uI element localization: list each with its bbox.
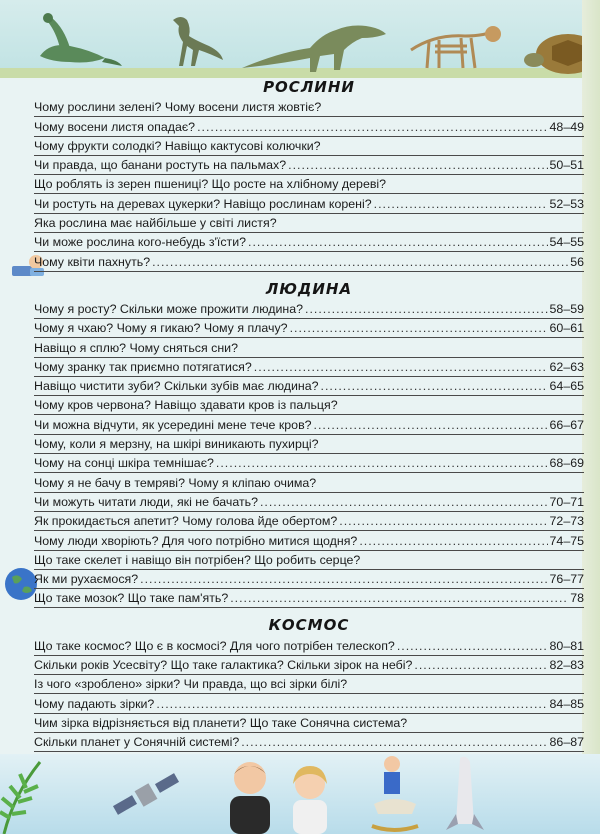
question-text: Що таке мозок? Що таке пам'ять? [34, 591, 229, 606]
planet-earth-icon [4, 567, 38, 601]
page-number: 60–61 [549, 321, 584, 336]
question-text: Чому рослини зелені? Чому восени листя жовтіє? [34, 100, 322, 115]
question-text: Навіщо чистити зуби? Скільки зубів має людина? [34, 379, 319, 394]
question-text: Чому фрукти солодкі? Навіщо кактусові колючки? [34, 138, 321, 153]
page-number: 70–71 [549, 494, 584, 509]
page-number: 50–51 [549, 158, 584, 173]
question-text: Чи ростуть на деревах цукерки? Навіщо рослинам корені? [34, 196, 372, 211]
question-text: Чому квіти пахнуть? [34, 254, 151, 269]
toc-row[interactable] [34, 377, 584, 396]
plesiosaur-icon [30, 6, 125, 70]
page-number: 84–85 [549, 696, 584, 711]
page-number: 74–75 [549, 533, 584, 548]
right-border-strip [582, 0, 600, 834]
bottom-decor-banner [0, 754, 600, 834]
question-text: Чому на сонці шкіра темнішає? [34, 456, 214, 471]
page-number: 82–83 [549, 658, 584, 673]
question-text: Чи можуть читати люди, які не бачать? [34, 494, 258, 509]
toc-row[interactable] [34, 531, 584, 550]
table-of-contents [34, 76, 584, 791]
toc-row[interactable] [34, 675, 584, 694]
t-rex-icon [240, 14, 390, 74]
page-number: 80–81 [549, 638, 584, 653]
question-text: Чому падають зірки? [34, 696, 155, 711]
section-title-space: КОСМОС [268, 616, 350, 635]
page-number: 54–55 [549, 235, 584, 250]
question-text: Чому люди хворіють? Для чого потрібно митися щодня? [34, 533, 358, 548]
toc-row[interactable] [34, 694, 584, 713]
toc-row[interactable] [34, 358, 584, 377]
page-number: 78 [570, 591, 584, 606]
toc-row[interactable] [34, 589, 584, 608]
girl-icon [285, 762, 335, 834]
toc-row[interactable] [34, 338, 584, 357]
toc-row[interactable] [34, 512, 584, 531]
page-number: 86–87 [549, 735, 584, 750]
toc-row[interactable] [34, 415, 584, 434]
child-on-rocking-horse-icon [370, 754, 420, 834]
toc-row[interactable] [34, 636, 584, 655]
section-plants [34, 98, 584, 272]
question-text: Як ми рухаємося? [34, 572, 139, 587]
toc-row[interactable] [34, 98, 584, 117]
toc-row[interactable] [34, 493, 584, 512]
toc-row[interactable] [34, 454, 584, 473]
boy-icon [220, 758, 280, 834]
section-title-plants: РОСЛИНИ [263, 78, 355, 96]
rocket-icon [440, 754, 490, 834]
page-number: 68–69 [549, 456, 584, 471]
question-text: Скільки років Усесвіту? Що таке галактика? Скільки зірок на небі? [34, 658, 413, 673]
page-number: 64–65 [549, 379, 584, 394]
section-title-human: ЛЮДИНА [265, 279, 353, 298]
question-text: Що таке космос? Що є в космосі? Для чого потрібен телескоп? [34, 638, 395, 653]
fern-icon [0, 754, 60, 834]
toc-row[interactable] [34, 137, 584, 156]
toc-row[interactable] [34, 252, 584, 271]
page-number: 58–59 [549, 301, 584, 316]
question-text: Чому восени листя опадає? [34, 119, 196, 134]
question-text: Чому я чхаю? Чому я гикаю? Чому я плачу? [34, 321, 288, 336]
page-number: 52–53 [549, 196, 584, 211]
page-number: 56 [570, 254, 584, 269]
top-dinosaur-banner [0, 0, 600, 78]
toc-row[interactable] [34, 300, 584, 319]
question-text: Чим зірка відрізняється від планети? Що таке Сонячна система? [34, 715, 408, 730]
satellite-icon [110, 760, 180, 830]
raptor-icon [165, 10, 225, 72]
question-text: Чи може рослина кого-небудь з'їсти? [34, 235, 247, 250]
toc-row[interactable] [34, 714, 584, 733]
page-number: 72–73 [549, 514, 584, 529]
question-text: Чому я не бачу в темряві? Чому я кліпаю очима? [34, 475, 317, 490]
question-text: Як прокидається апетит? Чому голова йде обертом? [34, 514, 338, 529]
question-text: Чи можна відчути, як усередині мене тече кров? [34, 417, 312, 432]
page-number: 76–77 [549, 572, 584, 587]
question-text: Із чого «зроблено» зірки? Чи правда, що всі зірки білі? [34, 677, 348, 692]
question-text: Навіщо я сплю? Чому сняться сни? [34, 340, 238, 355]
question-text: Чому, коли я мерзну, на шкірі виникають пухирці? [34, 437, 319, 452]
toc-row[interactable] [34, 656, 584, 675]
question-text: Яка рослина має найбільше у світі листя? [34, 216, 277, 231]
toc-row[interactable] [34, 473, 584, 492]
question-text: Чому кров червона? Навіщо здавати кров із пальця? [34, 398, 338, 413]
question-text: Що роблять із зерен пшениці? Що росте на хлібному дереві? [34, 177, 387, 192]
dinosaur-skeleton-icon [405, 20, 505, 72]
section-human [34, 300, 584, 609]
toc-row[interactable] [34, 194, 584, 213]
question-text: Скільки планет у Сонячній системі? [34, 735, 240, 750]
toc-row[interactable] [34, 175, 584, 194]
toc-row[interactable] [34, 319, 584, 338]
question-text: Що таке скелет і навіщо він потрібен? Що робить серце? [34, 552, 361, 567]
toc-row[interactable] [34, 435, 584, 454]
toc-row[interactable] [34, 233, 584, 252]
question-text: Чому зранку так приємно потягатися? [34, 359, 252, 374]
toc-row[interactable] [34, 396, 584, 415]
toc-row[interactable] [34, 570, 584, 589]
toc-row[interactable] [34, 117, 584, 136]
toc-row[interactable] [34, 156, 584, 175]
toc-row[interactable] [34, 214, 584, 233]
page-number: 62–63 [549, 359, 584, 374]
question-text: Чи правда, що банани ростуть на пальмах? [34, 158, 287, 173]
question-text: Чому я росту? Скільки може прожити людина? [34, 301, 304, 316]
page-number: 66–67 [549, 417, 584, 432]
toc-row[interactable] [34, 733, 584, 752]
toc-row[interactable] [34, 551, 584, 570]
page-number: 48–49 [549, 119, 584, 134]
